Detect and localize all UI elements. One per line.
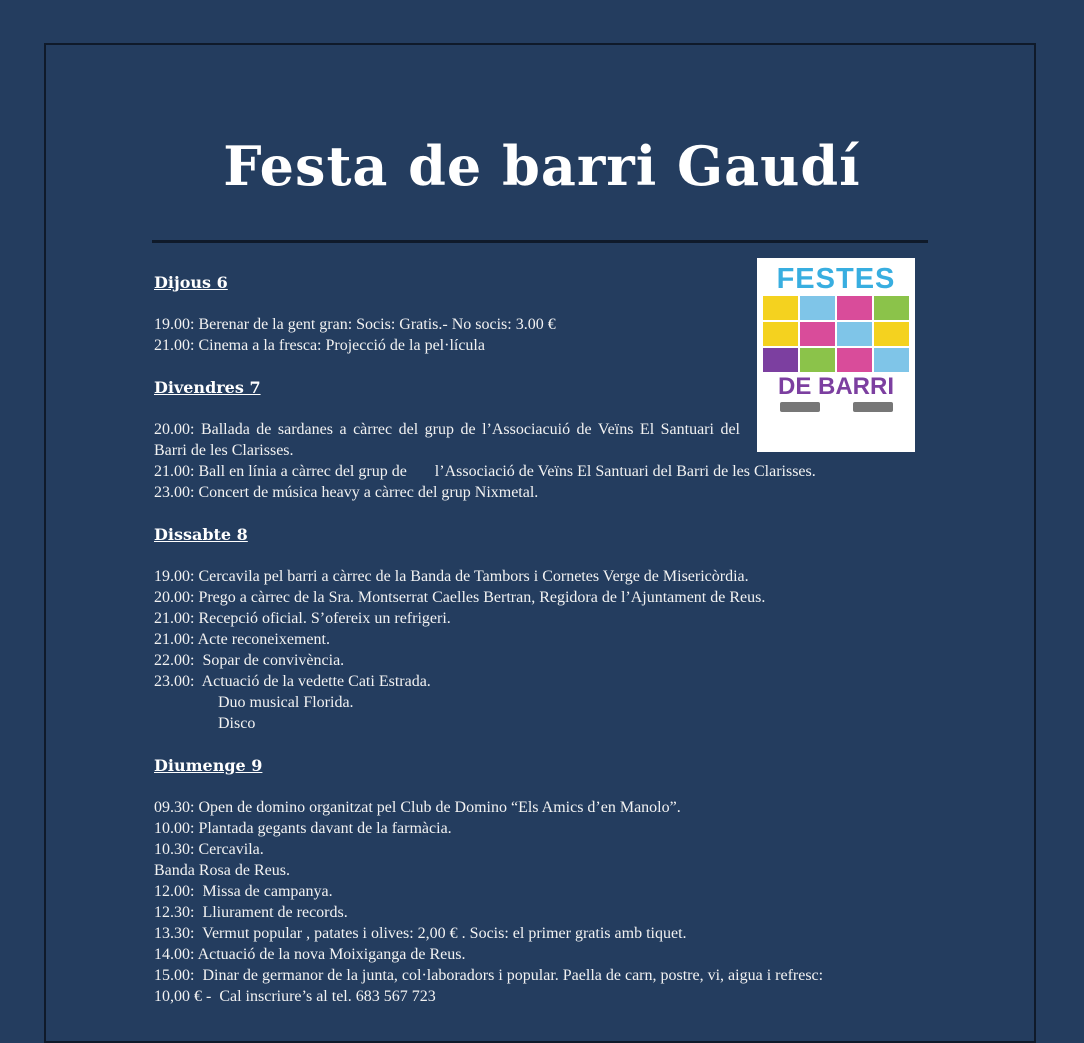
program-line: Banda Rosa de Reus. xyxy=(154,862,290,879)
program-line: 10.30: Cercavila. xyxy=(154,841,264,858)
program-line: 19.00: Berenar de la gent gran: Socis: Gratis.- No socis: 3.00 € xyxy=(154,316,556,333)
program-line: Disco xyxy=(218,715,256,732)
program-line: 09.30: Open de domino organitzat pel Club de Domino “Els Amics d’en Manolo”. xyxy=(154,799,681,816)
program-line: 19.00: Cercavila pel barri a càrrec de la Banda de Tambors i Cornetes Verge de Misericòrdia. xyxy=(154,568,749,585)
program-line: 21.00: Acte reconeixement. xyxy=(154,631,330,648)
day-heading: Dijous 6 xyxy=(154,273,228,292)
program-line: 21.00: Ball en línia a càrrec del grup de l’Associació de Veïns El Santuari del Barri de les Clarisses. xyxy=(154,463,816,480)
program-line: 21.00: Recepció oficial. S’ofereix un refrigeri. xyxy=(154,610,451,627)
day-heading: Divendres 7 xyxy=(154,378,261,397)
program-line: 22.00: Sopar de convivència. xyxy=(154,652,345,669)
day-heading: Dissabte 8 xyxy=(154,525,248,544)
program-line: Duo musical Florida. xyxy=(218,694,354,711)
poster-bottom-text: DE BARRI xyxy=(777,373,894,400)
program-line: 23.00: Actuació de la vedette Cati Estrada. xyxy=(154,673,431,690)
program-line: 20.00: Prego a càrrec de la Sra. Montserrat Caelles Bertran, Regidora de l’Ajuntament de Reus. xyxy=(154,589,766,606)
program-line: 10,00 € - Cal inscriure’s al tel. 683 567 723 xyxy=(154,988,436,1005)
title-divider xyxy=(152,240,928,243)
day-heading: Diumenge 9 xyxy=(154,756,263,775)
poster-top-text: FESTES xyxy=(776,263,896,295)
program-line: 15.00: Dinar de germanor de la junta, col·laboradors i popular. Paella de carn, postre, vi, aigua i refresc: xyxy=(154,967,824,984)
program-line: 12.00: Missa de campanya. xyxy=(154,883,333,900)
page-title: Festa de barri Gaudí xyxy=(223,134,861,198)
program-line: 23.00: Concert de música heavy a càrrec del grup Nixmetal. xyxy=(154,484,539,501)
program-line: 20.00: Ballada de sardanes a càrrec del grup de l’Associacuió de Veïns El Santuari del Barri de les Clarisses. xyxy=(154,421,740,459)
program-line: 21.00: Cinema a la fresca: Projecció de la pel·lícula xyxy=(154,337,485,354)
program-line: 14.00: Actuació de la nova Moixiganga de Reus. xyxy=(154,946,466,963)
program-line: 10.00: Plantada gegants davant de la farmàcia. xyxy=(154,820,452,837)
program-content xyxy=(154,272,924,1007)
program-line: 12.30: Lliurament de records. xyxy=(154,904,348,921)
program-line: 13.30: Vermut popular , patates i olives: 2,00 € . Socis: el primer gratis amb tiquet. xyxy=(154,925,687,942)
